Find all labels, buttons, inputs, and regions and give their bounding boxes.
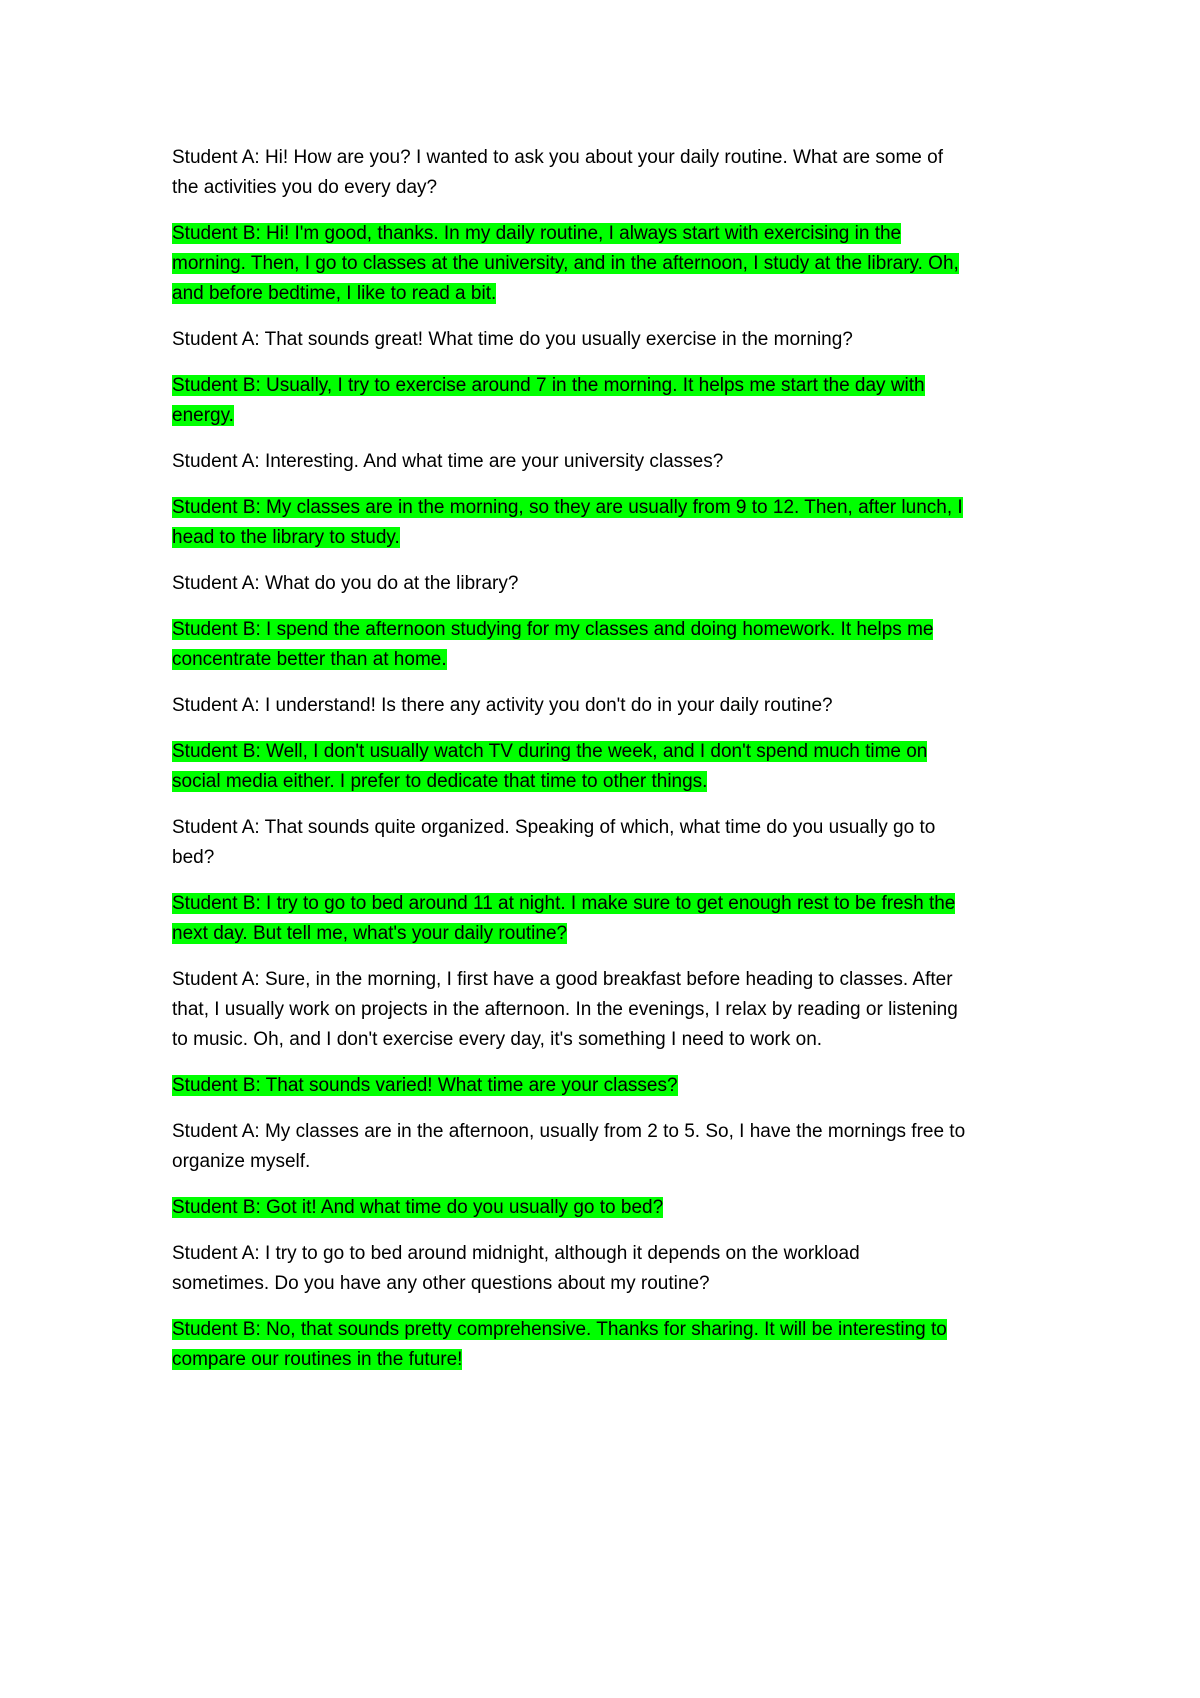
student-a-paragraph (172, 569, 1032, 599)
student-b-paragraph (172, 737, 1032, 797)
text-line: Student B: Hi! I'm good, thanks. In my daily routine, I always start with exercising in the (172, 223, 902, 244)
dialogue-body (172, 143, 1032, 1391)
text-line: Student A: Hi! How are you? I wanted to ask you about your daily routine. What are some of (172, 147, 943, 168)
text-line: Student B: No, that sounds pretty comprehensive. Thanks for sharing. It will be interesting to (172, 1319, 947, 1340)
student-b-paragraph (172, 615, 1032, 675)
text-line: Student A: What do you do at the library? (172, 573, 519, 594)
student-a-paragraph (172, 447, 1032, 477)
student-a-paragraph (172, 143, 1032, 203)
text-line: Student A: That sounds great! What time do you usually exercise in the morning? (172, 329, 853, 350)
text-line: Student A: Interesting. And what time are your university classes? (172, 451, 724, 472)
text-line: Student A: Sure, in the morning, I first have a good breakfast before heading to classes. After (172, 969, 953, 990)
text-line: Student B: Got it! And what time do you usually go to bed? (172, 1197, 664, 1218)
text-line: social media either. I prefer to dedicate that time to other things. (172, 771, 708, 792)
student-a-paragraph (172, 813, 1032, 873)
text-line: Student B: Usually, I try to exercise around 7 in the morning. It helps me start the day with (172, 375, 925, 396)
text-line: sometimes. Do you have any other questions about my routine? (172, 1273, 710, 1294)
student-b-paragraph (172, 219, 1032, 309)
text-line: Student B: Well, I don't usually watch TV during the week, and I don't spend much time on (172, 741, 928, 762)
text-line: next day. But tell me, what's your daily routine? (172, 923, 568, 944)
text-line: head to the library to study. (172, 527, 400, 548)
text-line: Student A: My classes are in the afternoon, usually from 2 to 5. So, I have the mornings free to (172, 1121, 966, 1142)
student-a-paragraph (172, 965, 1032, 1055)
text-line: the activities you do every day? (172, 177, 438, 198)
text-line: Student A: I try to go to bed around midnight, although it depends on the workload (172, 1243, 860, 1264)
student-a-paragraph (172, 691, 1032, 721)
student-b-paragraph (172, 493, 1032, 553)
student-a-paragraph (172, 1117, 1032, 1177)
text-line: and before bedtime, I like to read a bit. (172, 283, 497, 304)
text-line: Student B: That sounds varied! What time are your classes? (172, 1075, 678, 1096)
text-line: concentrate better than at home. (172, 649, 447, 670)
student-a-paragraph (172, 325, 1032, 355)
text-line: bed? (172, 847, 215, 868)
text-line: organize myself. (172, 1151, 311, 1172)
text-line: to music. Oh, and I don't exercise every day, it's something I need to work on. (172, 1029, 823, 1050)
text-line: Student B: I try to go to bed around 11 at night. I make sure to get enough rest to be fresh the (172, 893, 956, 914)
text-line: Student B: I spend the afternoon studying for my classes and doing homework. It helps me (172, 619, 934, 640)
text-line: energy. (172, 405, 234, 426)
student-b-paragraph (172, 371, 1032, 431)
student-b-paragraph (172, 1315, 1032, 1375)
text-line: that, I usually work on projects in the afternoon. In the evenings, I relax by reading or listening (172, 999, 958, 1020)
student-a-paragraph (172, 1239, 1032, 1299)
text-line: Student B: My classes are in the morning, so they are usually from 9 to 12. Then, after lunch, I (172, 497, 963, 518)
student-b-paragraph (172, 1193, 1032, 1223)
text-line: morning. Then, I go to classes at the university, and in the afternoon, I study at the library. Oh, (172, 253, 959, 274)
student-b-paragraph (172, 889, 1032, 949)
text-line: compare our routines in the future! (172, 1349, 463, 1370)
text-line: Student A: I understand! Is there any activity you don't do in your daily routine? (172, 695, 833, 716)
student-b-paragraph (172, 1071, 1032, 1101)
text-line: Student A: That sounds quite organized. Speaking of which, what time do you usually go to (172, 817, 936, 838)
